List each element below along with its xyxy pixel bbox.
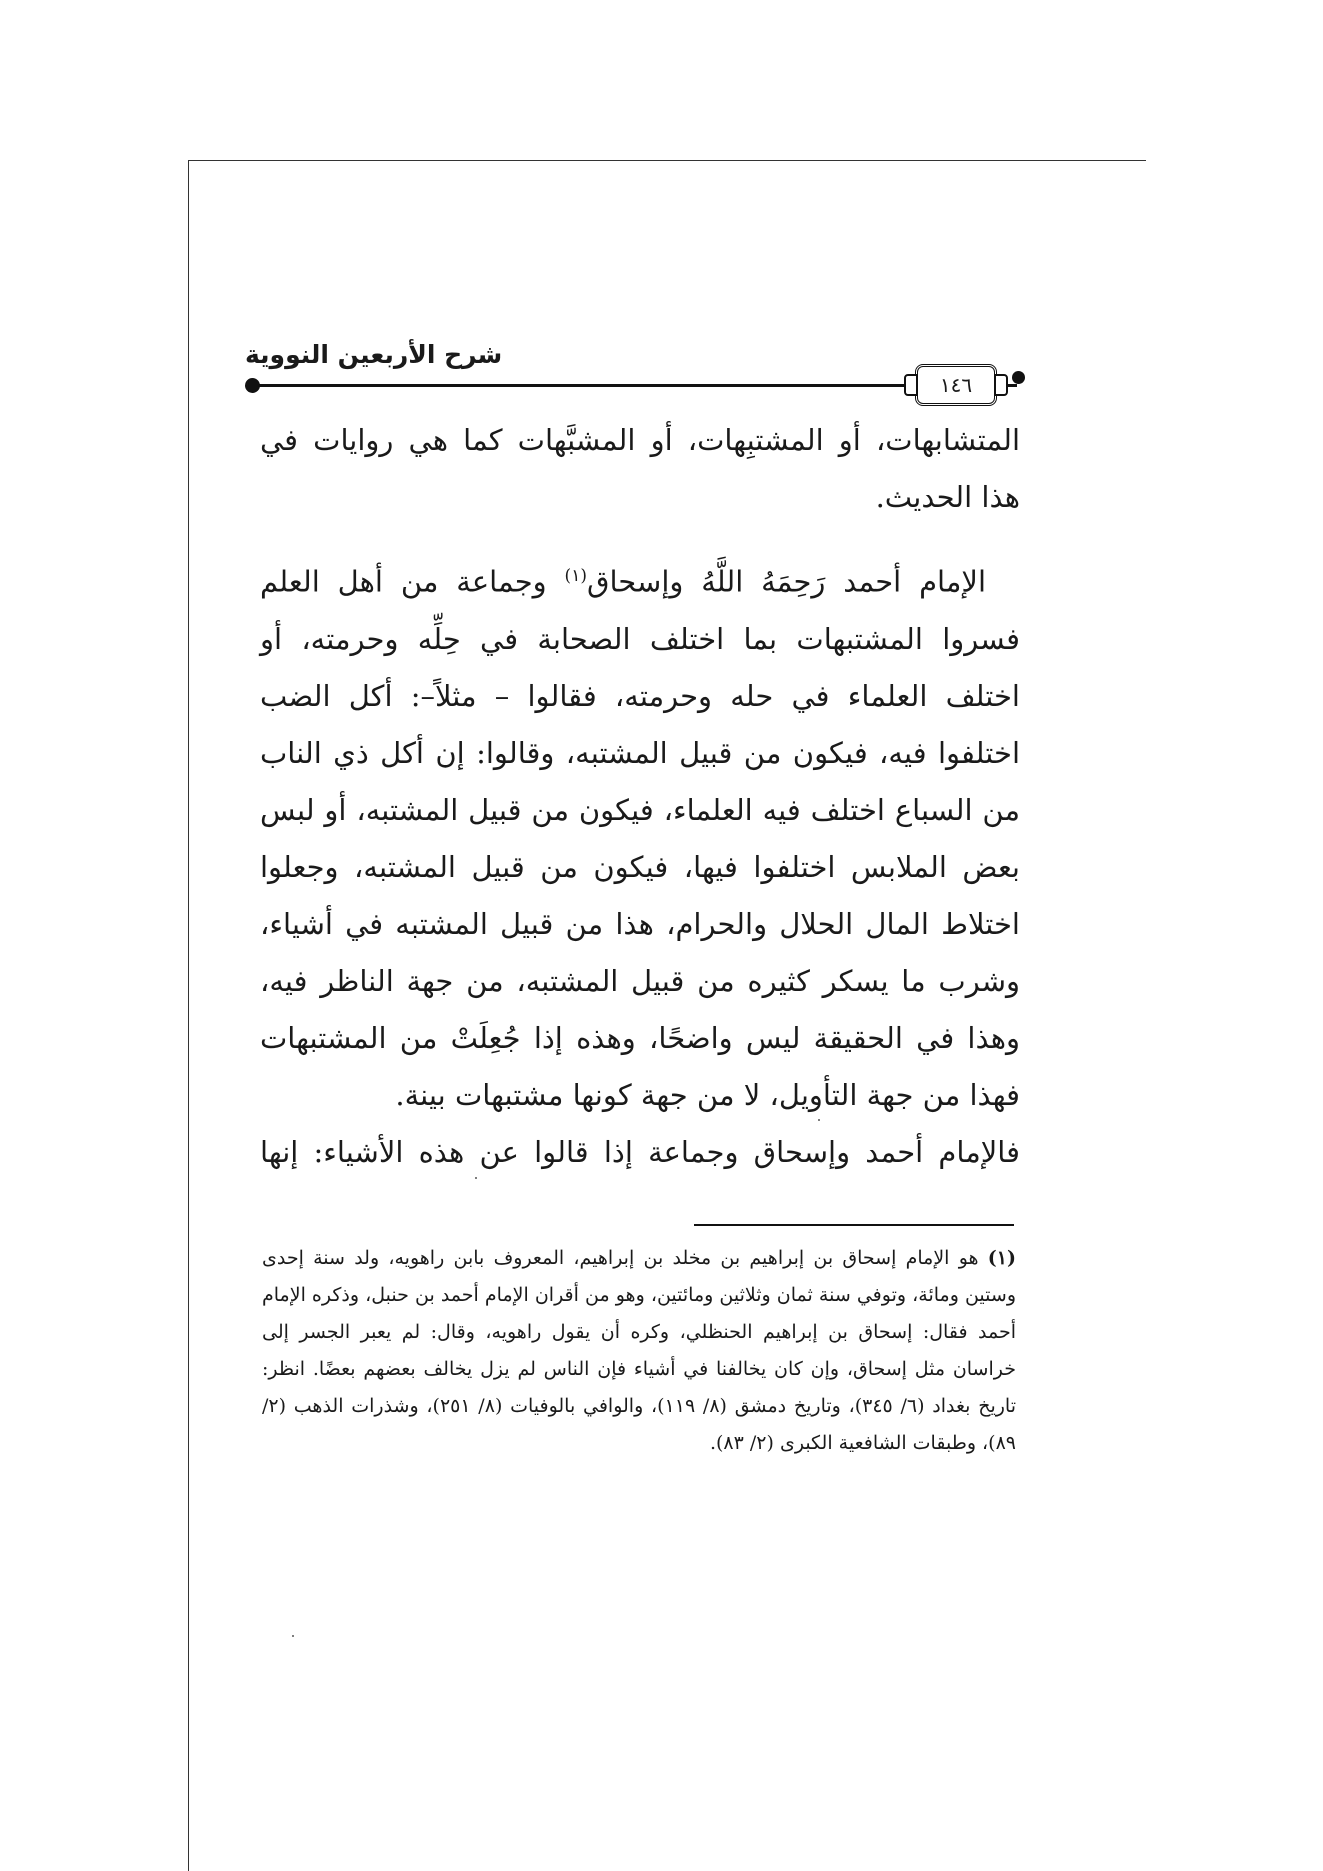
paragraph-1: المتشابهات، أو المشتبِهات، أو المشبَّهات كما هي روايات في هذا الحديث. [260, 423, 1020, 514]
paragraph-2-rest: وجماعة من أهل العلم فسروا المشتبهات بما اختلف الصحابة في حِلِّه وحرمته، أو اختلف العلماء في حله وحرمته، فقالوا – مثلاً–: أكل الضب اختلفوا فيه، فيكون من قبيل المشتبه، وقالوا: إن أكل ذي الناب من السباع اختلف فيه العلماء، فيكون من قبيل المشتبه، أو لبس بعض الملابس اختلفوا فيها، فيكون من قبيل المشتبه، وجعلوا اختلاط المال الحلال والحرام، هذا من قبيل المشتبه في أشياء، وشرب ما يسكر كثيره من قبيل المشتبه، من جهة الناظر فيه، وهذا في الحقيقة ليس واضحًا، وهذه إذا جُعِلَتْ من المشتبهات فهذا من جهة التأويل، لا من جهة كونها مشتبهات بينة. [260, 564, 1020, 1112]
scan-speck [475, 1177, 477, 1179]
page-number: ١٤٦ [915, 364, 997, 406]
header-rule [253, 384, 1017, 387]
footnote-reference: (١) [564, 566, 587, 586]
footnote-separator [694, 1224, 1014, 1226]
book-title: شرح الأربعين النووية [245, 340, 503, 369]
paragraph-3: فالإمام أحمد وإسحاق وجماعة إذا قالوا عن هذه الأشياء: إنها [260, 1134, 1020, 1169]
paragraph-2-start: الإمام أحمد رَحِمَهُ اللَّهُ وإسحاق [586, 564, 987, 599]
paragraph-2 [260, 548, 1020, 1124]
scan-speck [292, 1635, 294, 1637]
footnote-text: هو الإمام إسحاق بن إبراهيم بن مخلد بن إبراهيم، المعروف بابن راهويه، ولد سنة إحدى وستين ومائة، وتوفي سنة ثمان وثلاثين ومائتين، وهو من أقران الإمام أحمد بن حنبل، وذكره الإمام أحمد فقال: إسحاق بن إبراهيم الحنظلي، وكره أن يقول راهويه، وقال: لم يعبر الجسر إلى خراسان مثل إسحاق، وإن كان يخالفنا في أشياء فإن الناس لم يزل يخالف بعضهم بعضًا. انظر: تاريخ بغداد (٦/ ٣٤٥)، وتاريخ دمشق (٨/ ١١٩)، والوافي بالوفيات (٨/ ٢٥١)، وشذرات الذهب (٢/ ٨٩)، وطبقات الشافعية الكبرى (٢/ ٨٣). [262, 1247, 1017, 1454]
page-header [245, 340, 1025, 400]
header-ornament-dot-right [1012, 371, 1025, 384]
footnotes [262, 1240, 1016, 1462]
scan-speck [818, 1119, 820, 1121]
scan-frame-top-line [188, 160, 1146, 161]
header-ornament-dot-left [245, 378, 260, 393]
footnote-marker: (١) [987, 1247, 1016, 1269]
scan-frame-left-line [188, 160, 189, 1871]
footnote-1 [262, 1240, 1016, 1462]
main-text [260, 412, 1020, 1181]
